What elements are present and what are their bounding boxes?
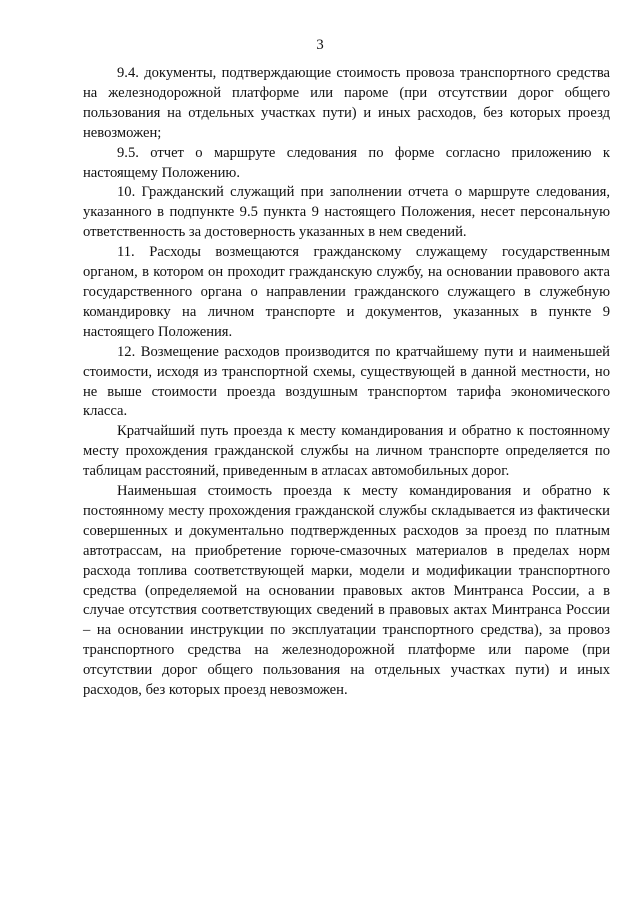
paragraph-9-5: 9.5. отчет о маршруте следования по форме согласно приложению к настоящему Положению.: [83, 144, 610, 181]
document-body: [83, 64, 610, 701]
paragraph-lowest-cost: Наименьшая стоимость проезда к месту командирования и обратно к постоянному месту прохождения гражданской службы складывается из фактически совершенных и документально подтвержденных расходов за проезд по платным автотрассам, на приобретение горюче-смазочных материалов в пределах норм расхода топлива соответствующей марки, модели и модификации транспортного средства (определяемой на основании правовых актов Минтранса России, а в случае отсутствия соответствующих сведений в правовых актах Минтранса России – на основании инструкции по эксплуатации транспортного средства), за провоз транспортного средства на железнодорожной платформе или пароме (при отсутствии дорог общего пользования на отдельных участках пути) и иных расходов, без которых проезд невозможен.: [83, 483, 610, 699]
paragraph-12: 12. Возмещение расходов производится по кратчайшему пути и наименьшей стоимости, исходя из транспортной схемы, существующей в данной местности, но не выше стоимости проезда воздушным транспортом тарифа экономического класса.: [83, 343, 610, 420]
paragraph-shortest-route: Кратчайший путь проезда к месту командирования и обратно к постоянному месту прохождения гражданской службы на личном транспорте определяется по таблицам расстояний, приведенным в атласах автомобильных дорог.: [83, 423, 610, 480]
paragraph-11: 11. Расходы возмещаются гражданскому служащему государственным органом, в котором он проходит гражданскую службу, на основании правового акта государственного органа о направлении гражданского служащего в служебную командировку на личном транспорте и документов, указанных в пункте 9 настоящего Положения.: [83, 244, 610, 340]
page-number: 3: [316, 37, 324, 53]
paragraph-9-4: 9.4. документы, подтверждающие стоимость провоза транспортного средства на железнодорожной платформе или пароме (при отсутствии дорог общего пользования на отдельных участках пути) и иных расходов, без которых проезд невозможен;: [83, 65, 610, 141]
paragraph-10: 10. Гражданский служащий при заполнении отчета о маршруте следования, указанного в подпункте 9.5 пункта 9 настоящего Положения, несет персональную ответственность за достоверность указанных в нем сведений.: [83, 184, 610, 241]
